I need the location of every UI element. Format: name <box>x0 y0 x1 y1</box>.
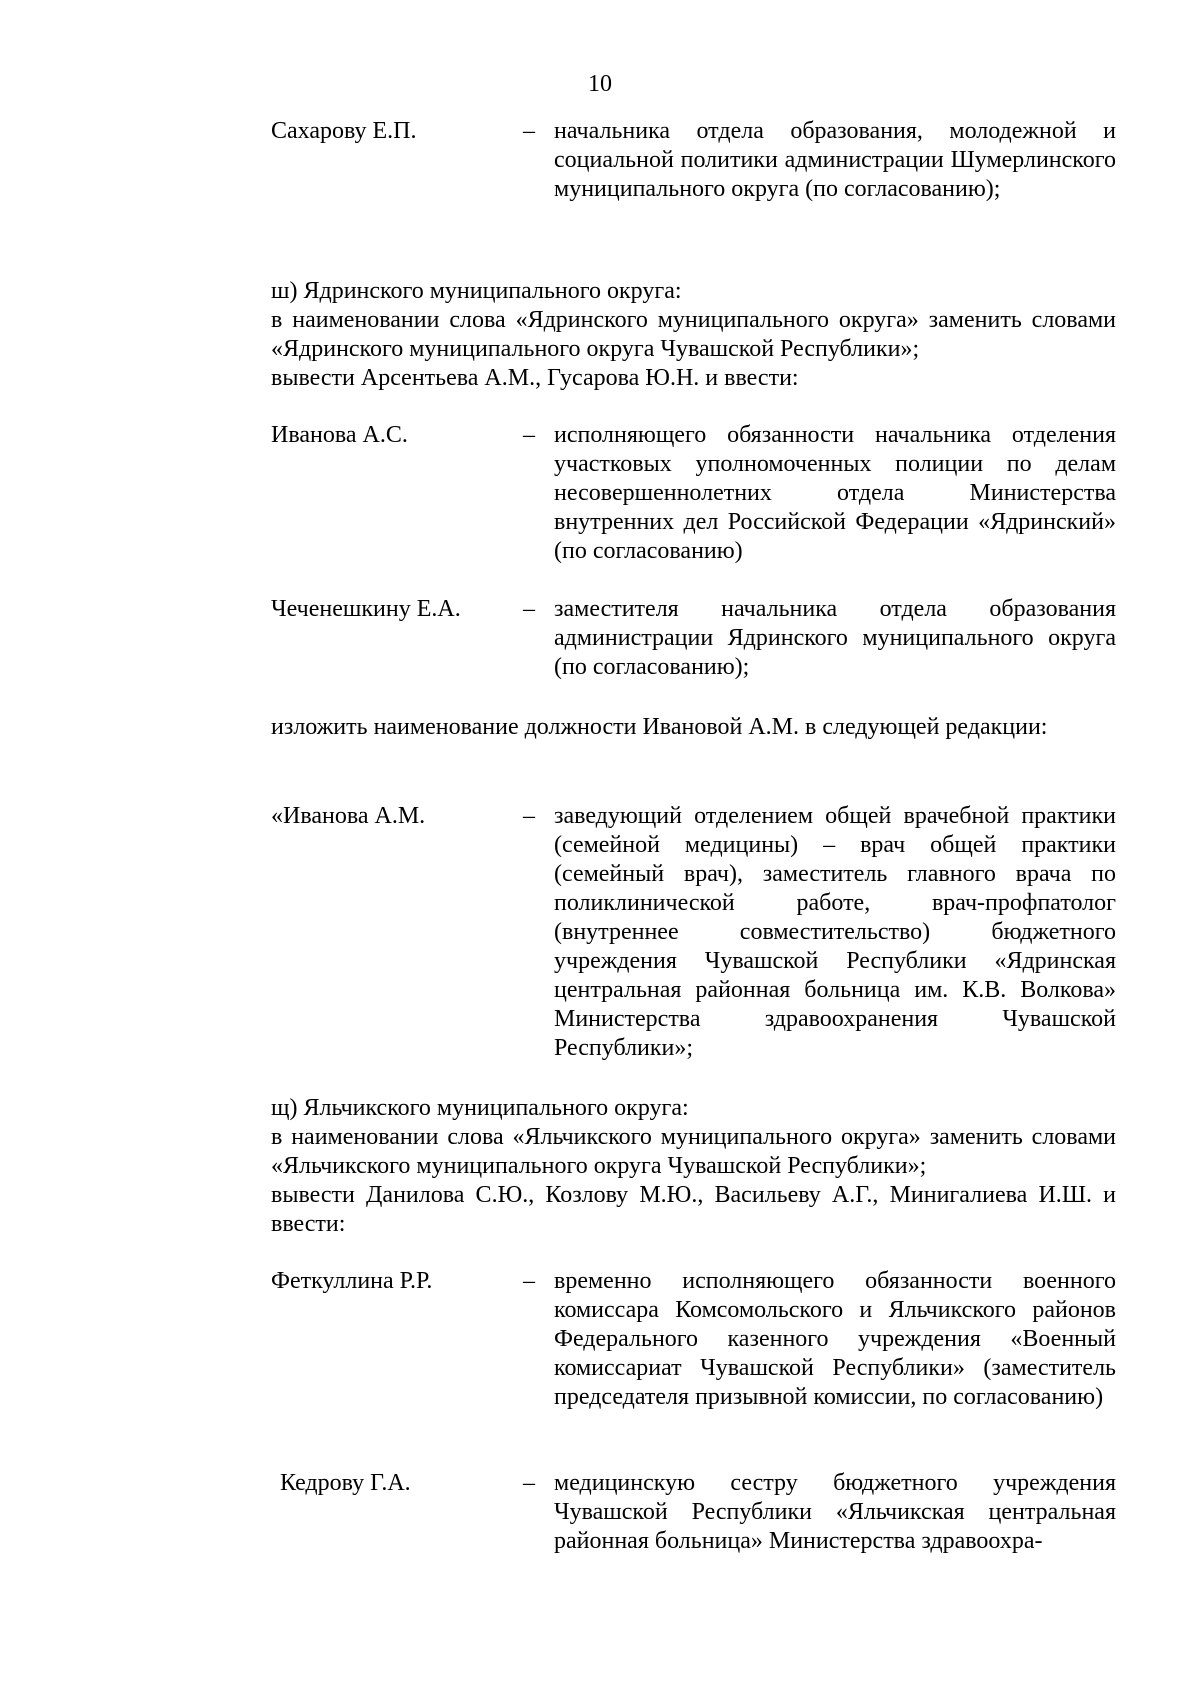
entry-dash: – <box>523 1470 535 1496</box>
restate-text: изложить наименование должности Ивановой А.М. в следующей редакции: <box>271 714 1048 740</box>
rename-paragraph: в наименовании слова «Яльчикского муниципального округа» заменить словами «Яльчикского муниципального округа Чувашской Республики»; <box>271 1124 1116 1179</box>
entry-name: Сахарову Е.П. <box>271 118 417 144</box>
entry-description: медицинскую сестру бюджетного учреждения Чувашской Республики «Яльчикская центральная районная больница» Министерства здравоохра- <box>554 1470 1116 1554</box>
section-heading: щ) Яльчикского муниципального округа: <box>271 1095 689 1121</box>
entry-name: «Иванова А.М. <box>271 803 426 829</box>
entry-ivanova-am <box>271 802 1116 1063</box>
entry-dash: – <box>523 596 535 622</box>
section-heading: ш) Ядринского муниципального округа: <box>271 278 682 304</box>
entry-dash: – <box>523 803 535 829</box>
entry-name: Феткуллина Р.Р. <box>271 1268 433 1294</box>
section-shch <box>200 1094 1116 1239</box>
remove-paragraph: вывести Данилова С.Ю., Козлову М.Ю., Васильеву А.Г., Минигалиева И.Ш. и ввести: <box>271 1182 1116 1237</box>
entry-kedrova <box>271 1469 1116 1556</box>
entry-name: Чеченешкину Е.А. <box>271 596 461 622</box>
entry-description: начальника отдела образования, молодежной и социальной политики администрации Шумерлинского муниципального округа (по согласованию); <box>554 118 1116 202</box>
entry-name: Иванова А.С. <box>271 422 408 448</box>
entry-description: временно исполняющего обязанности военного комиссара Комсомольского и Яльчикского районов Федерального казенного учреждения «Военный комиссариат Чувашской Республики» (заместитель председателя призывной комиссии, по согласованию) <box>554 1268 1116 1410</box>
entry-sakharova <box>271 117 1116 204</box>
rename-paragraph: в наименовании слова «Ядринского муниципального округа» заменить словами «Ядринского муниципального округа Чувашской Республики»; <box>271 307 1116 362</box>
entry-chechenyeshkina <box>271 595 1116 682</box>
entry-description: исполняющего обязанности начальника отделения участковых уполномоченных полиции по делам несовершеннолетних отдела Министерства внутренних дел Российской Федерации «Ядринский» (по согласованию) <box>554 422 1116 564</box>
section-sh <box>200 277 1116 393</box>
entry-ivanova-as <box>271 421 1116 566</box>
remove-paragraph: вывести Арсентьева А.М., Гусарова Ю.Н. и ввести: <box>271 365 799 391</box>
entry-dash: – <box>523 1268 535 1294</box>
restate-paragraph <box>200 713 1116 742</box>
entry-dash: – <box>523 118 535 144</box>
entry-description: заместителя начальника отдела образования администрации Ядринского муниципального округа (по согласованию); <box>554 596 1116 680</box>
entry-description: заведующий отделением общей врачебной практики (семейной медицины) – врач общей практики (семейный врач), заместитель главного врача по поликлинической работе, врач-профпатолог (внутреннее совместительство) бюджетного учреждения Чувашской Республики «Ядринская центральная районная больница им. К.В. Волкова» Министерства здравоохранения Чувашской Республики»; <box>554 803 1116 1061</box>
page-number: 10 <box>588 71 612 97</box>
entry-dash: – <box>523 422 535 448</box>
entry-name: Кедрову Г.А. <box>280 1470 411 1496</box>
entry-fetkullina <box>271 1267 1116 1412</box>
